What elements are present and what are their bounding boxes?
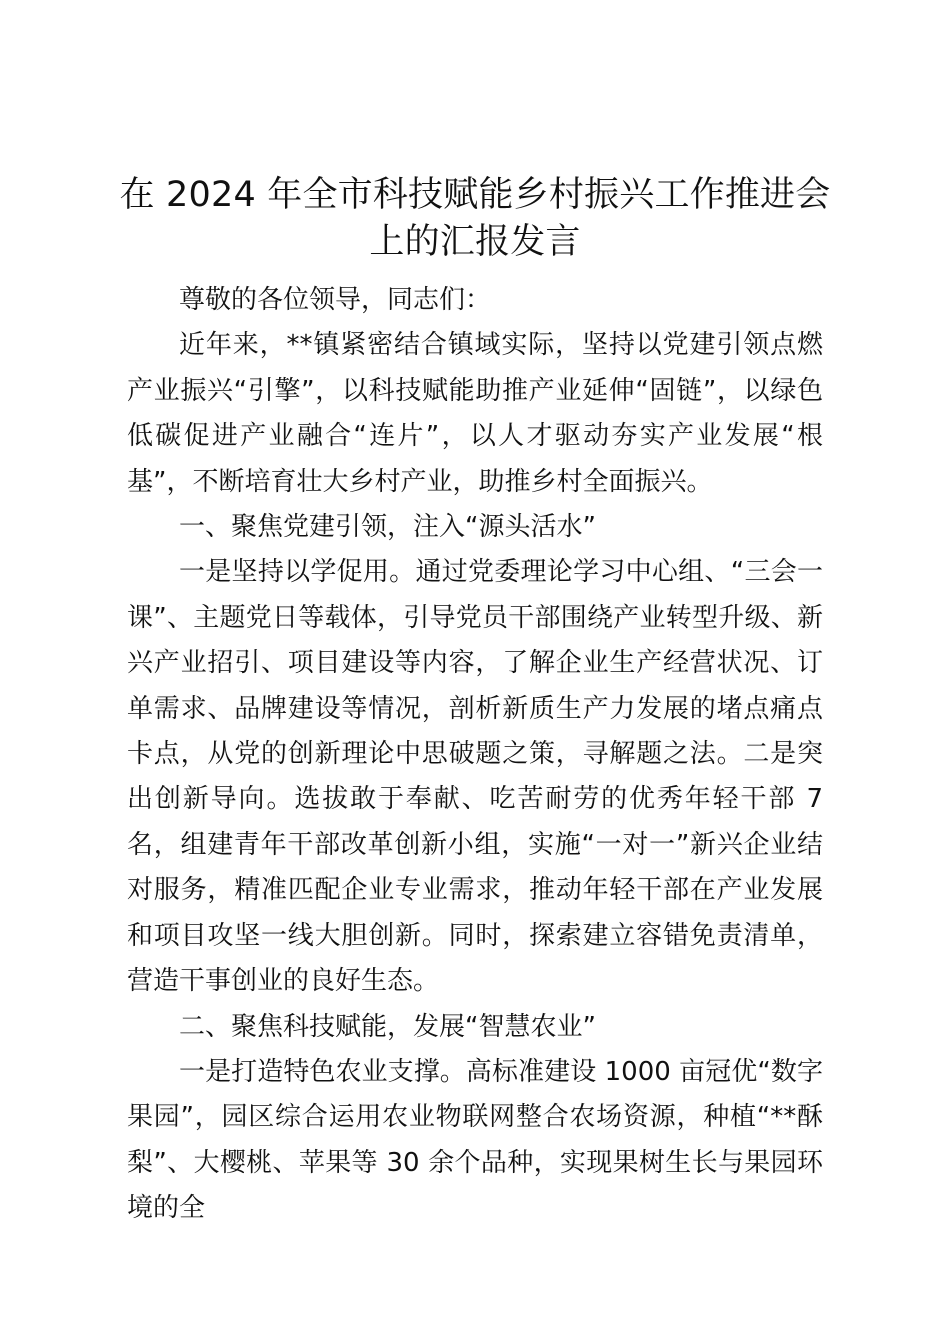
document-body xyxy=(127,278,823,1232)
intro-paragraph: 近年来，**镇紧密结合镇域实际，坚持以党建引领点燃产业振兴“引擎”，以科技赋能助推产业延伸“固链”，以绿色低碳促进产业融合“连片”，以人才驱动夯实产业发展“根基”，不断培育壮大乡村产业，助推乡村全面振兴。 xyxy=(127,330,823,497)
section-2-paragraph: 一是打造特色农业支撑。高标准建设 1000 亩冠优“数字果园”，园区综合运用农业物联网整合农场资源，种植“**酥梨”、大樱桃、苹果等 30 余个品种，实现果树生长与果园环境的全 xyxy=(127,1056,823,1224)
section-heading-1: 一、聚焦党建引领，注入“源头活水” xyxy=(179,512,596,543)
document-title xyxy=(110,172,840,266)
section-heading-2: 二、聚焦科技赋能，发展“智慧农业” xyxy=(179,1011,596,1042)
salutation: 尊敬的各位领导，同志们： xyxy=(179,285,492,315)
title-line-2: 上的汇报发言 xyxy=(369,222,581,262)
title-line-1: 在 2024 年全市科技赋能乡村振兴工作推进会 xyxy=(119,175,831,215)
section-1-paragraph: 一是坚持以学促用。通过党委理论学习中心组、“三会一课”、主题党日等载体，引导党员干部围绕产业转型升级、新兴产业招引、项目建设等内容，了解企业生产经营状况、订单需求、品牌建设等情况，剖析新质生产力发展的堵点痛点卡点，从党的创新理论中思破题之策，寻解题之法。二是突出创新导向。选拔敢于奉献、吃苦耐劳的优秀年轻干部 7 名，组建青年干部改革创新小组，实施“一对一”新兴企业结对服务，精准匹配企业专业需求，推动年轻干部在产业发展和项目攻坚一线大胆创新。同时，探索建立容错免责清单，营造干事创业的良好生态。 xyxy=(127,557,823,997)
